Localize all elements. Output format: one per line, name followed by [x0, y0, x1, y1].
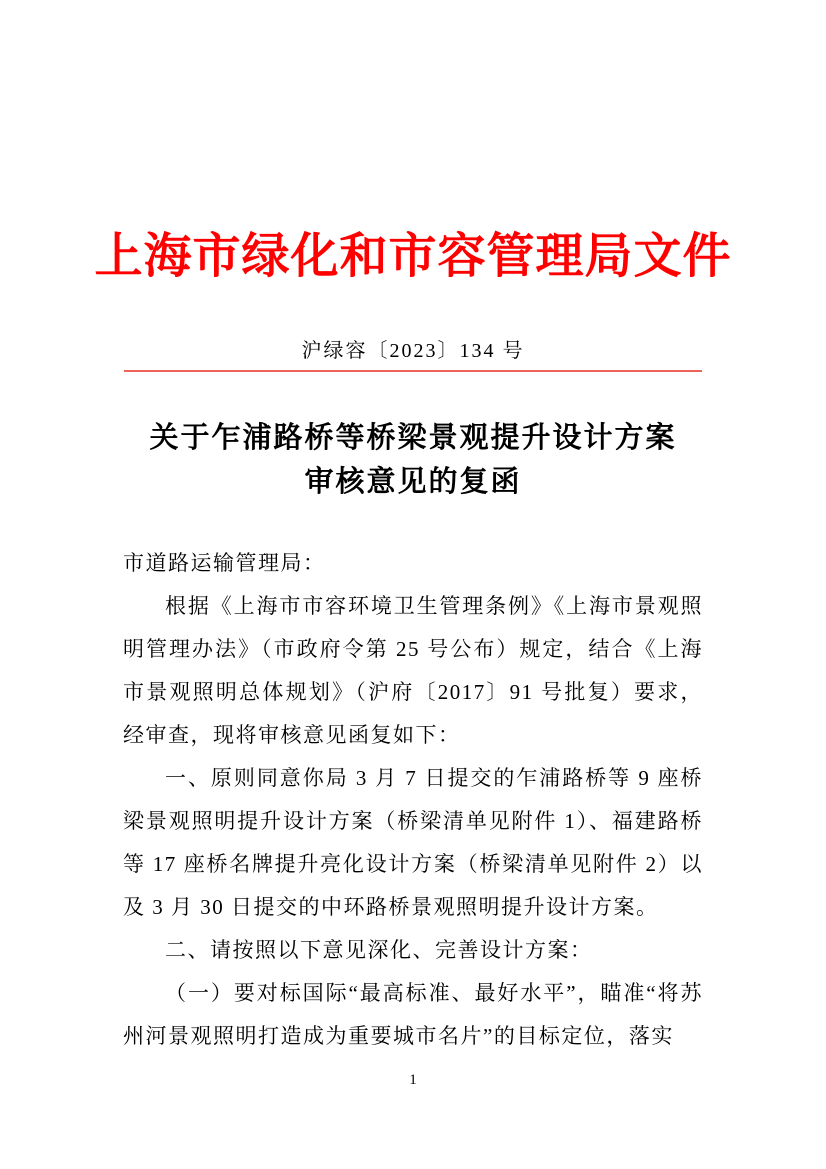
document-title: [0, 416, 826, 504]
body-paragraph: （一）要对标国际“最高标准、最好水平”，瞄准“将苏州河景观照明打造成为重要城市名片”的目标定位，落实: [123, 981, 703, 1048]
document-title-line-2: 审核意见的复函: [304, 466, 522, 498]
body-paragraph: 一、原则同意你局 3 月 7 日提交的乍浦路桥等 9 座桥梁景观照明提升设计方案（桥梁清单见附件 1）、福建路桥等 17 座桥名牌提升亮化设计方案（桥梁清单见附件 2）以及 3 月 30 日提交的中环路桥景观照明提升设计方案。: [123, 766, 703, 919]
red-divider-line: [124, 370, 702, 372]
document-title-line-1: 关于乍浦路桥等桥梁景观提升设计方案: [149, 422, 677, 454]
agency-header-title: 上海市绿化和市容管理局文件: [94, 230, 732, 283]
recipient-line: 市道路运输管理局：: [123, 551, 326, 575]
body-paragraph: 二、请按照以下意见深化、完善设计方案：: [165, 938, 593, 962]
page-number: 1: [409, 1072, 417, 1088]
body-paragraph: 根据《上海市市容环境卫生管理条例》《上海市景观照明管理办法》（市政府令第 25 号公布）规定，结合《上海市景观照明总体规划》（沪府〔2017〕91 号批复）要求，经审查，现将审核意见函复如下：: [123, 594, 703, 747]
document-reference-number: 沪绿容〔2023〕134 号: [301, 340, 525, 362]
document-body: [123, 542, 703, 1058]
